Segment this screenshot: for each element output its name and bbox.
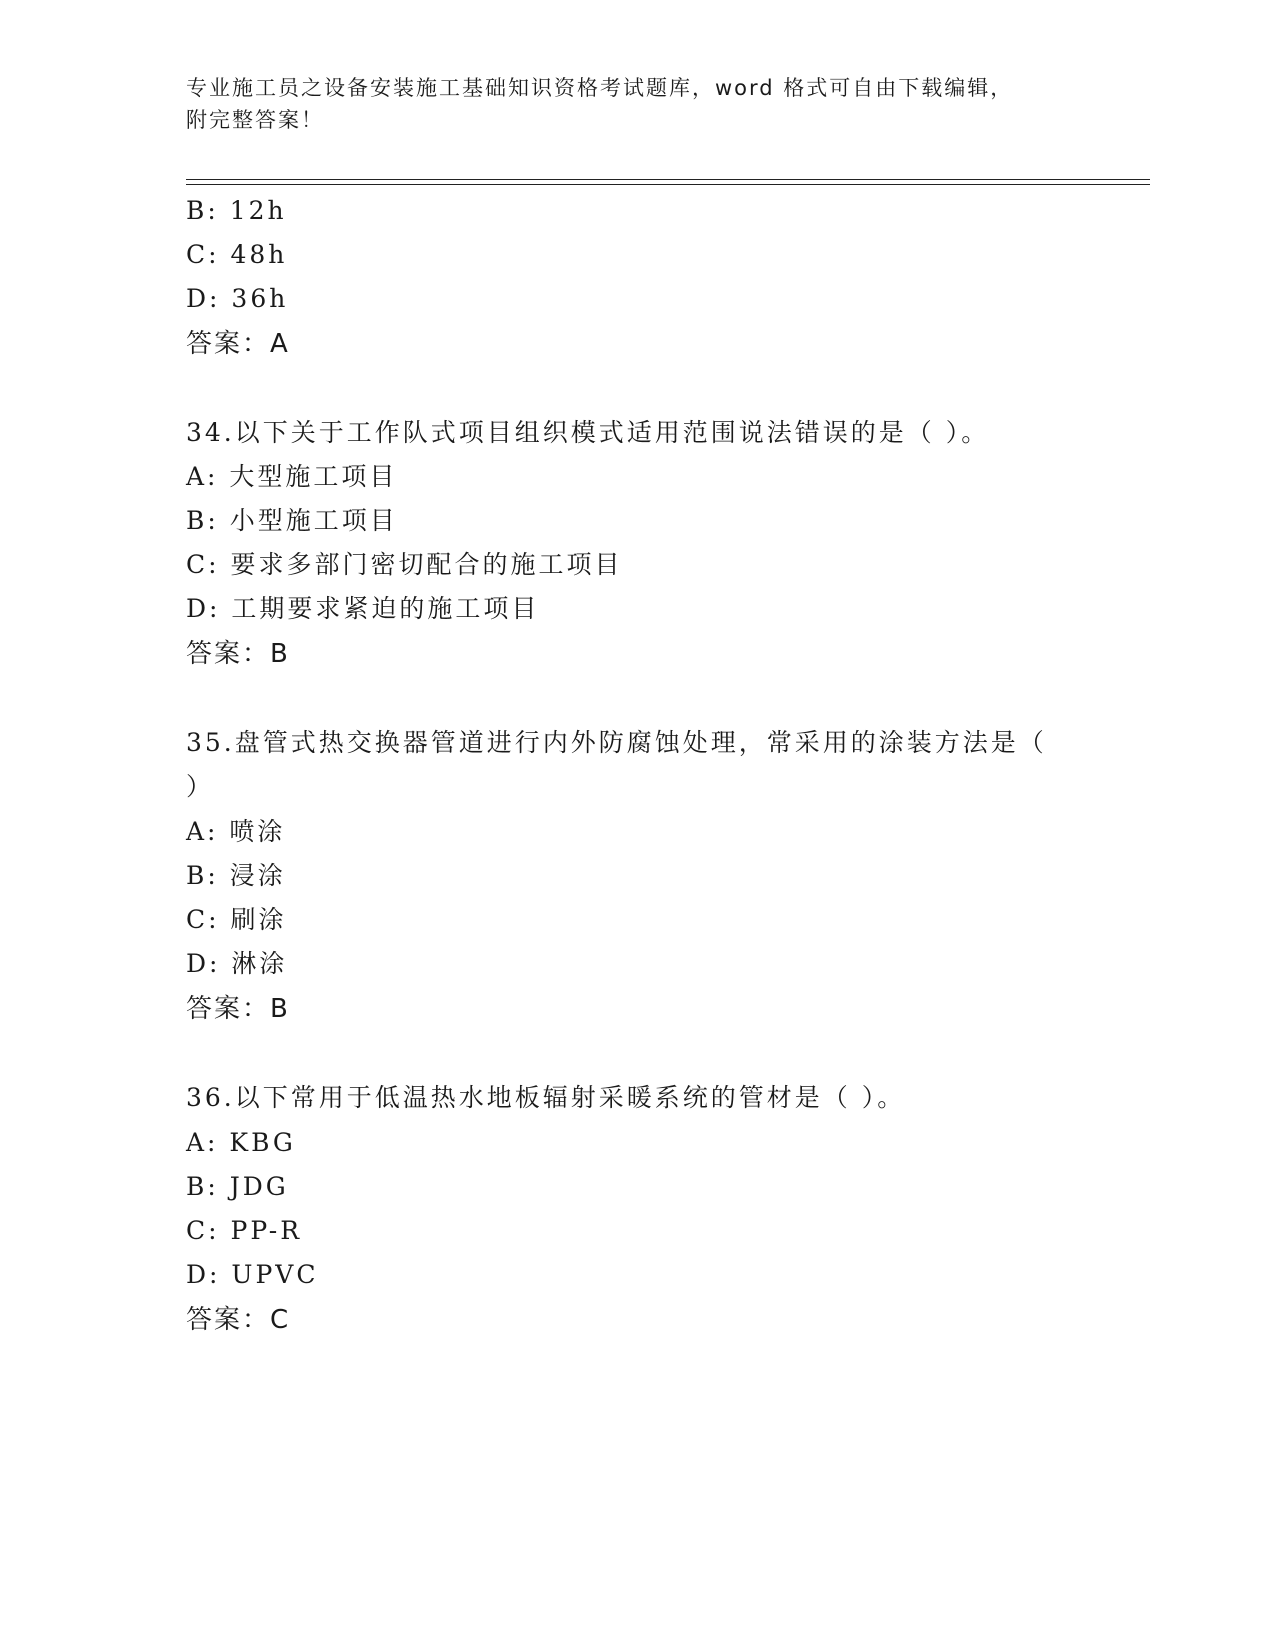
option-b: B: 小型施工项目 xyxy=(186,506,398,535)
answer-label: 答案：A xyxy=(186,329,290,359)
header-line-1: 专业施工员之设备安装施工基础知识资格考试题库，word 格式可自由下载编辑， xyxy=(186,76,1014,100)
option-d: D: UPVC xyxy=(186,1260,319,1289)
answer-label: 答案：C xyxy=(186,1305,291,1335)
question-stem: 34.以下关于工作队式项目组织模式适用范围说法错误的是（ ）。 xyxy=(186,418,990,447)
question-stem: 35.盘管式热交换器管道进行内外防腐蚀处理，常采用的涂装方法是（ xyxy=(186,728,1047,757)
option-c: C: PP-R xyxy=(186,1216,303,1245)
option-a: A: 大型施工项目 xyxy=(186,462,398,491)
header-rule-top xyxy=(186,179,1150,180)
option-b: B: JDG xyxy=(186,1172,289,1201)
option-d: D: 工期要求紧迫的施工项目 xyxy=(186,594,540,623)
answer-label: 答案：B xyxy=(186,639,290,669)
option-c: C: 刷涂 xyxy=(186,905,287,934)
option-a: A: 喷涂 xyxy=(186,817,286,846)
question-stem: 36.以下常用于低温热水地板辐射采暖系统的管材是（ ）。 xyxy=(186,1083,906,1112)
question-stem-continuation: ） xyxy=(186,772,215,801)
header-line-2: 附完整答案！ xyxy=(186,108,324,132)
header-rule-bottom xyxy=(186,184,1150,185)
option-d: D: 淋涂 xyxy=(186,949,288,978)
option-c: C: 要求多部门密切配合的施工项目 xyxy=(186,550,623,579)
option-b: B: 12h xyxy=(186,196,287,225)
option-d: D: 36h xyxy=(186,284,289,313)
answer-label: 答案：B xyxy=(186,994,290,1024)
option-b: B: 浸涂 xyxy=(186,861,286,890)
option-a: A: KBG xyxy=(186,1128,296,1157)
option-c: C: 48h xyxy=(186,240,288,269)
document-header xyxy=(186,72,1066,136)
